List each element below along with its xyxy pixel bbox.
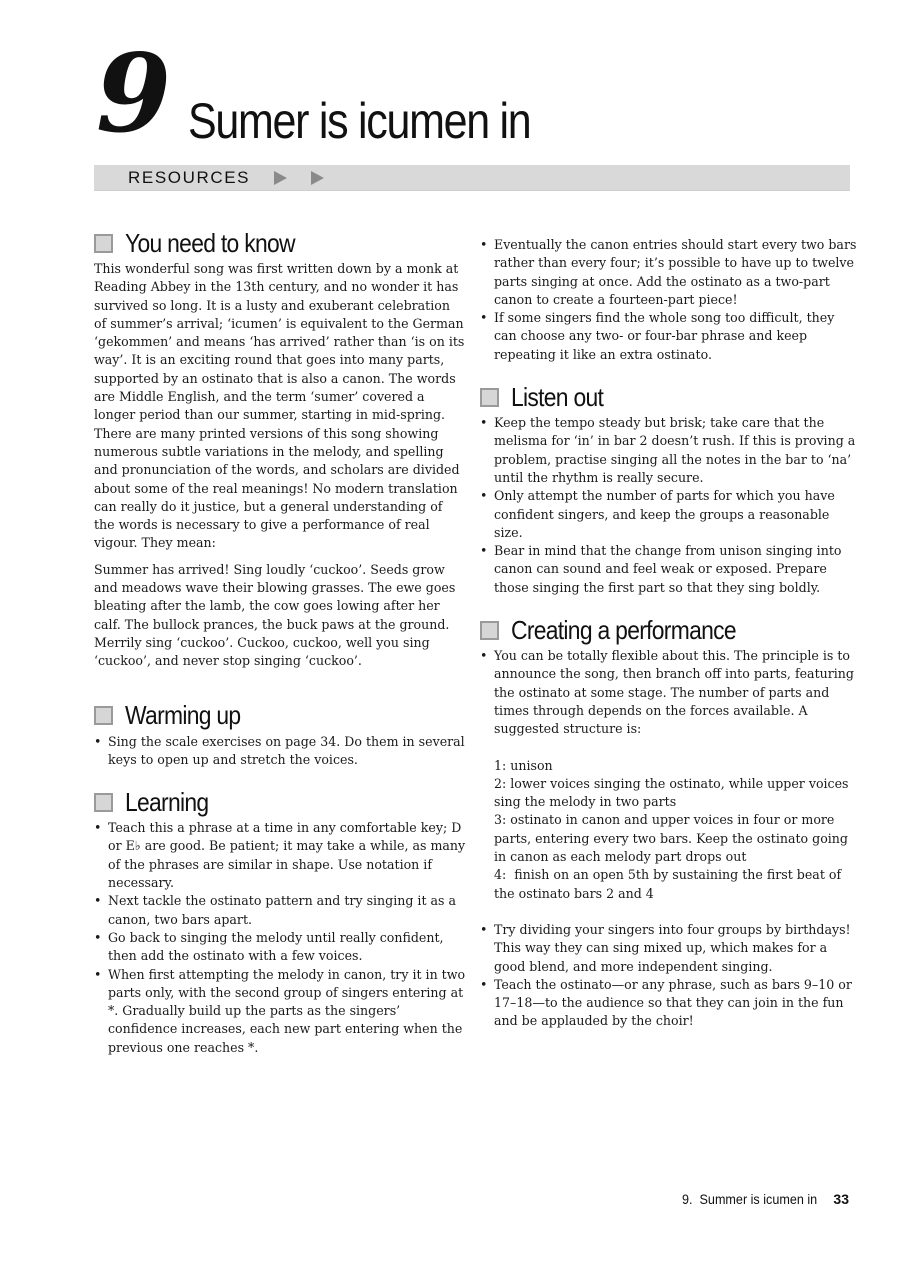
list-item: • Only attempt the number of parts for which you have confident singers, and keep the groups a reasonable size. <box>480 487 858 542</box>
list-item: • Bear in mind that the change from unison singing into canon can sound and feel weak or exposed. Prepare those singing the first part so that they sing boldly. <box>480 542 858 597</box>
structure-step: 2: lower voices singing the ostinato, while upper voices sing the melody in two parts <box>494 775 849 810</box>
checkbox-square-icon <box>94 793 113 812</box>
suggested-structure <box>480 757 858 903</box>
list-item: • When first attempting the melody in canon, try it in two parts only, with the second group of singers entering at *. Gradually build up the parts as the singers’ confidence increases, each new part entering when the previous one reaches *. <box>94 966 466 1057</box>
chapter-number: 9 <box>96 31 172 157</box>
list-item: • Try dividing your singers into four groups by birthdays! This way they can sing mixed up, which makes for a good blend, and more independent singing. <box>480 921 858 976</box>
list-item: • Teach the ostinato—or any phrase, such as bars 9–10 or 17–18—to the audience so that they can join in the fun and be applauded by the choir! <box>480 976 858 1031</box>
section-heading-text: Listen out <box>511 381 604 412</box>
section-heading-creating-a-performance <box>480 615 858 645</box>
checkbox-square-icon <box>94 706 113 725</box>
checkbox-square-icon <box>94 234 113 253</box>
play-arrow-icon <box>274 171 287 185</box>
section-heading-learning <box>94 787 466 817</box>
section-heading-text: Warming up <box>125 700 241 731</box>
page-footer <box>667 1191 849 1207</box>
structure-step: 1: unison <box>494 757 553 773</box>
list-item: • Teach this a phrase at a time in any comfortable key; D or E♭ are good. Be patient; it may take a while, as many of the phrases are similar in shape. Use notation if necessary. <box>94 819 466 892</box>
resources-bar <box>94 165 850 191</box>
running-title: 9. Summer is icumen in <box>682 1191 818 1207</box>
page-number: 33 <box>833 1191 849 1207</box>
left-column <box>94 228 466 1057</box>
section-heading-you-need-to-know <box>94 228 466 258</box>
list-item: • Eventually the canon entries should start every two bars rather than every four; it’s possible to have up to twelve parts singing at once. Add the ostinato as a two-part canon to create a fourteen-part piece! <box>480 236 858 309</box>
list-item: • If some singers find the whole song too difficult, they can choose any two- or four-bar phrase and keep repeating it like an extra ostinato. <box>480 309 858 364</box>
checkbox-square-icon <box>480 621 499 640</box>
structure-step: 3: ostinato in canon and upper voices in four or more parts, entering every two bars. Keep the ostinato going in canon as each melody part drops out <box>494 812 848 865</box>
section-heading-text: Learning <box>125 786 209 817</box>
structure-step: 4: finish on an open 5th by sustaining the first beat of the ostinato bars 2 and 4 <box>494 867 846 901</box>
list-item: • Sing the scale exercises on page 34. Do them in several keys to open up and stretch the voices. <box>94 733 466 770</box>
checkbox-square-icon <box>480 388 499 407</box>
right-column <box>480 236 858 1031</box>
learning-list <box>94 819 466 1057</box>
performance-tips-list <box>480 921 858 1031</box>
list-item: • Go back to singing the melody until really confident, then add the ostinato with a few voices. <box>94 929 466 966</box>
section-heading-text: You need to know <box>125 227 295 258</box>
chapter-title: Sumer is icumen in <box>188 93 531 149</box>
intro-paragraph: This wonderful song was first written down by a monk at Reading Abbey in the 13th century, and no wonder it has survived so long. It is a lusty and exuberant celebration of summer’s arrival; ‘icumen’ is equivalent to the German ‘gekommen’ and means ‘has arrived’ rather than ‘is on its way’. It is an exciting round that goes into many parts, supported by an ostinato that is also a canon. The words are Middle English, and the term ‘sumer’ covered a longer period than our summer, starting in mid-spring. There are many printed versions of this song showing numerous subtle variations in the melody, and spelling and pronunciation of the words, and scholars are divided about some of the real meanings! No modern translation can really do it justice, but a general understanding of the words is necessary to give a performance of real vigour. They mean: <box>94 261 465 551</box>
play-arrow-icon <box>311 171 324 185</box>
listen-out-list <box>480 414 858 597</box>
section-heading-warming-up <box>94 701 466 731</box>
translation-paragraph: Summer has arrived! Sing loudly ‘cuckoo’. Seeds grow and meadows wave their blowing grasses. The ewe goes bleating after the lamb, the cow goes lowing after her calf. The bullock prances, the buck paws at the ground. Merrily sing ‘cuckoo’. Cuckoo, cuckoo, well you sing ‘cuckoo’, and never stop singing ‘cuckoo’. <box>94 561 456 669</box>
section-heading-listen-out <box>480 382 858 412</box>
list-item: • You can be totally flexible about this. The principle is to announce the song, then branch off into parts, featuring the ostinato at some stage. The number of parts and times through depends on the forces available. A suggested structure is: <box>480 647 858 738</box>
section-heading-text: Creating a performance <box>511 614 736 645</box>
warming-up-list <box>94 733 466 770</box>
performance-intro-list <box>480 647 858 738</box>
list-item: • Keep the tempo steady but brisk; take care that the melisma for ‘in’ in bar 2 doesn’t rush. If this is proving a problem, practise singing all the notes in the bar to ‘na’ until the rhythm is really secure. <box>480 414 858 487</box>
resources-label: RESOURCES <box>128 167 251 187</box>
learning-list-continued <box>480 236 858 364</box>
list-item: • Next tackle the ostinato pattern and try singing it as a canon, two bars apart. <box>94 892 466 929</box>
